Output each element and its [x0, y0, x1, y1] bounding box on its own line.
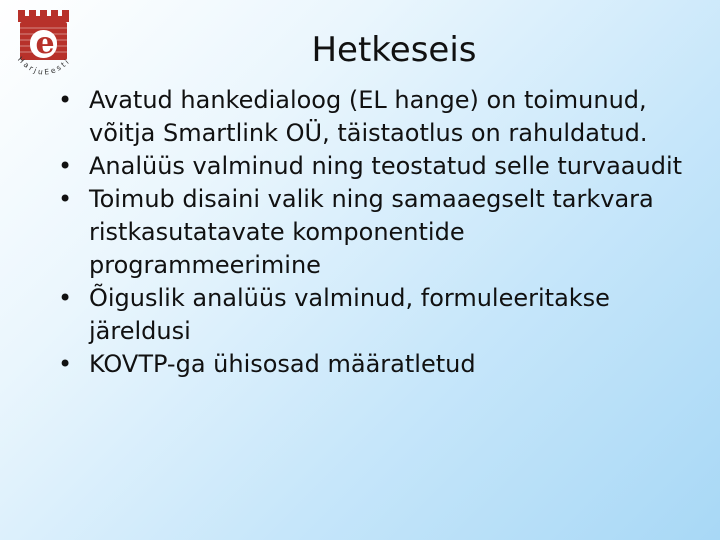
- bullet-item: [58, 150, 698, 183]
- bullet-list: [58, 84, 698, 381]
- bullet-item: [58, 282, 698, 348]
- svg-text:H a r j u E e s t i: H a r j u E e s t i: [15, 54, 71, 77]
- bullet-text: Analüüs valminud ning teostatud selle turvaaudit: [89, 152, 683, 180]
- bullet-text: KOVTP-ga ühisosad määratletud: [89, 350, 476, 378]
- logo-letter: e: [35, 26, 55, 61]
- slide-title: Hetkeseis: [311, 30, 477, 70]
- bullet-dot: •: [58, 350, 73, 378]
- bullet-text: Avatud hankedialoog (EL hange) on toimunud, võitja Smartlink OÜ, täistaotlus on rahuldatud.: [89, 86, 648, 147]
- bullet-dot: •: [58, 86, 73, 114]
- bullet-dot: •: [58, 284, 73, 312]
- bullet-dot: •: [58, 152, 73, 180]
- bullet-text: Toimub disaini valik ning samaaegselt tarkvara ristkasutatavate komponentide programmeerimine: [89, 185, 654, 279]
- bullet-item: [58, 348, 698, 381]
- bullet-text: Õiguslik analüüs valminud, formuleeritakse järeldusi: [89, 284, 610, 345]
- bullet-dot: •: [58, 185, 73, 213]
- bullet-item: [58, 84, 698, 150]
- bullet-item: [58, 183, 698, 282]
